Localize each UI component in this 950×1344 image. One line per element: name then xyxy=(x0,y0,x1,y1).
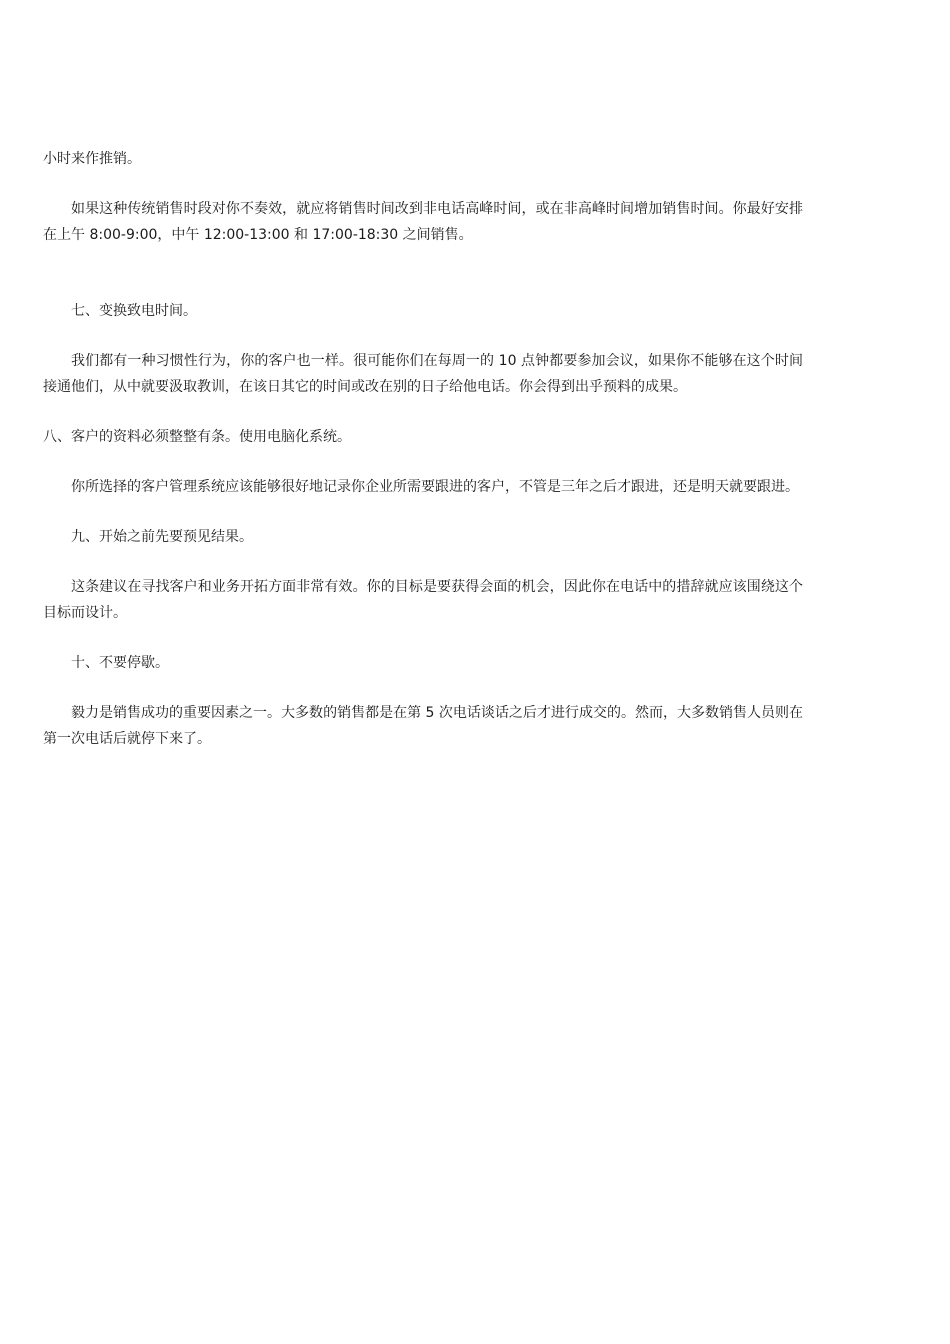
section-heading-10: 十、不要停歇。 xyxy=(71,655,169,671)
paragraph-habitual-behavior: 我们都有一种习惯性行为，你的客户也一样。很可能你们在每周一的 10 点钟都要参加会议，如果你不能够在这个时间接通他们，从中就要汲取教训，在该日其它的时间或改在别的日子给他电话。你会得到出乎预料的成果。 xyxy=(43,353,803,395)
paragraph-goal-design: 这条建议在寻找客户和业务开拓方面非常有效。你的目标是要获得会面的机会，因此你在电话中的措辞就应该围绕这个目标而设计。 xyxy=(43,579,803,621)
paragraph-continuation: 小时来作推销。 xyxy=(43,151,141,167)
paragraph-persistence: 毅力是销售成功的重要因素之一。大多数的销售都是在第 5 次电话谈话之后才进行成交的。然而，大多数销售人员则在第一次电话后就停下来了。 xyxy=(43,705,803,747)
paragraph-sales-time-advice: 如果这种传统销售时段对你不奏效，就应将销售时间改到非电话高峰时间，或在非高峰时间增加销售时间。你最好安排在上午 8:00-9:00，中午 12:00-13:00 和 17:00-18:30 之间销售。 xyxy=(43,201,803,243)
section-heading-8: 八、客户的资料必须整整有条。使用电脑化系统。 xyxy=(43,429,351,445)
section-heading-9: 九、开始之前先要预见结果。 xyxy=(71,529,253,545)
section-heading-7: 七、变换致电时间。 xyxy=(71,303,197,319)
document-body xyxy=(43,146,803,752)
paragraph-crm-system: 你所选择的客户管理系统应该能够很好地记录你企业所需要跟进的客户，不管是三年之后才跟进，还是明天就要跟进。 xyxy=(71,479,799,495)
